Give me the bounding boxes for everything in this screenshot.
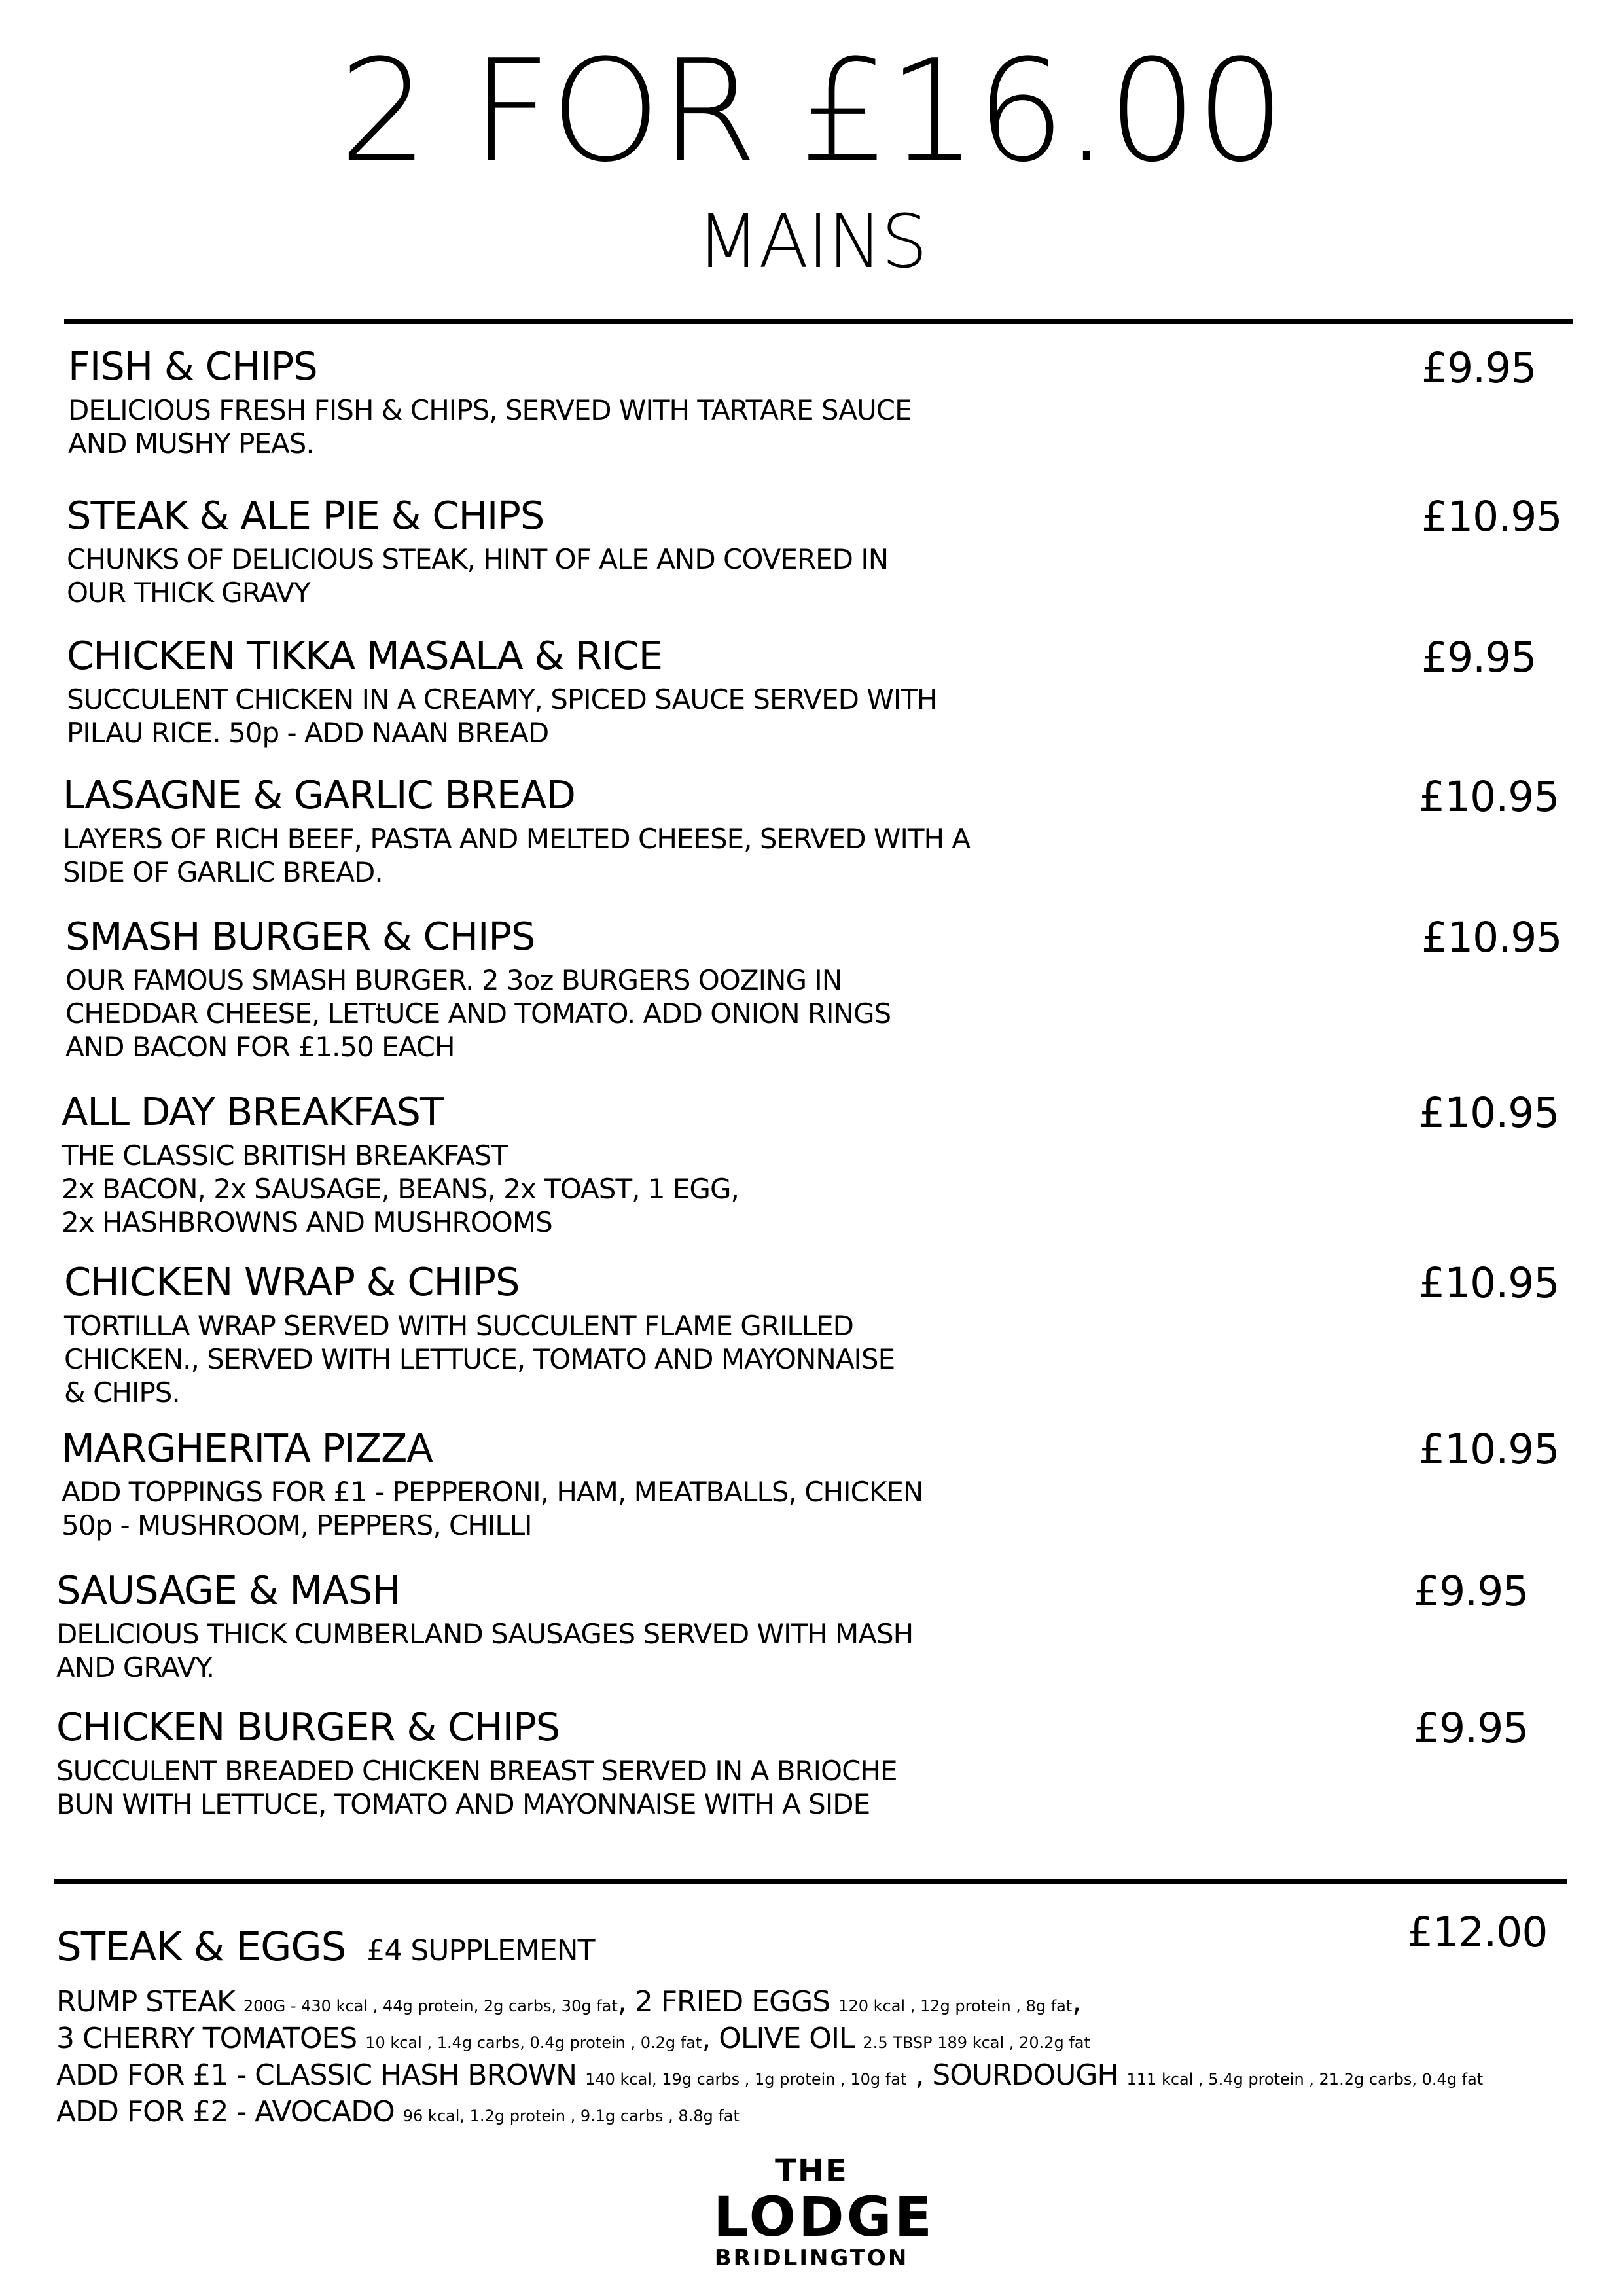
item-title: LASAGNE & GARLIC BREAD	[63, 772, 575, 817]
menu-item-all-day-breakfast	[62, 1089, 739, 1239]
item-title: SAUSAGE & MASH	[56, 1568, 401, 1613]
item-description-line: ADD TOPPINGS FOR £1 - PEPPERONI, HAM, MEATBALLS, CHICKEN	[62, 1476, 923, 1508]
menu-item-chicken-tikka	[67, 633, 936, 749]
page-title: 2 FOR £16.00	[338, 29, 1285, 193]
item-description-line: OUR FAMOUS SMASH BURGER. 2 3oz BURGERS OOZING IN	[65, 964, 842, 996]
item-description-line: LAYERS OF RICH BEEF, PASTA AND MELTED CHEESE, SERVED WITH A	[63, 823, 971, 855]
detail-text: RUMP STEAK	[56, 1985, 243, 2018]
item-description-line: AND BACON FOR £1.50 EACH	[65, 1031, 455, 1063]
item-description	[65, 963, 891, 1064]
item-title: MARGHERITA PIZZA	[62, 1426, 433, 1471]
steak-eggs-detail-line	[56, 1986, 1575, 2022]
item-description-line: 2x BACON, 2x SAUSAGE, BEANS, 2x TOAST, 1 EGG,	[62, 1173, 739, 1205]
item-description-line: AND MUSHY PEAS.	[68, 427, 314, 459]
item-description	[64, 1309, 895, 1409]
item-price: £10.95	[1419, 1259, 1560, 1307]
nutrition-info: 120 kcal , 12g protein , 8g fat	[838, 1997, 1073, 2015]
item-description-line: PILAU RICE. 50p - ADD NAAN BREAD	[67, 717, 549, 749]
item-description-line: AND GRAVY.	[56, 1651, 215, 1683]
detail-text: ADD FOR £2 - AVOCADO	[56, 2095, 403, 2128]
item-description-line: BUN WITH LETTUCE, TOMATO AND MAYONNAISE WITH A SIDE	[56, 1788, 870, 1820]
item-description-line: THE CLASSIC BRITISH BREAKFAST	[62, 1139, 508, 1172]
item-description-line: CHUNKS OF DELICIOUS STEAK, HINT OF ALE AND COVERED IN	[67, 543, 889, 575]
nutrition-info: 2.5 TBSP 189 kcal , 20.2g fat	[863, 2034, 1090, 2052]
menu-item-chicken-wrap	[64, 1259, 895, 1409]
item-price: £9.95	[1414, 1704, 1529, 1752]
item-title: CHICKEN TIKKA MASALA & RICE	[67, 633, 663, 678]
item-description	[67, 543, 888, 609]
steak-eggs-title-row	[56, 1924, 1575, 1974]
item-description	[56, 1754, 897, 1821]
item-price: £10.95	[1421, 493, 1562, 541]
steak-eggs-detail-line	[56, 2096, 1575, 2132]
menu-item-margherita-pizza	[62, 1426, 923, 1542]
top-divider	[64, 319, 1573, 324]
item-description-line: SUCCULENT CHICKEN IN A CREAMY, SPICED SAUCE SERVED WITH	[67, 683, 937, 715]
item-description	[63, 822, 970, 889]
item-description	[62, 1139, 739, 1239]
item-description	[62, 1475, 923, 1542]
menu-item-fish-chips	[68, 344, 912, 460]
steak-eggs-price: £12.00	[1407, 1909, 1548, 1956]
logo-line: THE	[775, 2153, 848, 2189]
item-description-line: SIDE OF GARLIC BREAD.	[63, 856, 383, 888]
nutrition-info: 96 kcal, 1.2g protein , 9.1g carbs , 8.8g fat	[402, 2107, 740, 2125]
detail-text: ,	[1072, 1985, 1081, 2018]
steak-eggs-detail-line	[56, 2022, 1575, 2059]
item-description-line: 2x HASHBROWNS AND MUSHROOMS	[62, 1206, 552, 1238]
detail-text: 3 CHERRY TOMATOES	[56, 2022, 366, 2055]
nutrition-info: 140 kcal, 19g carbs , 1g protein , 10g fat	[585, 2070, 907, 2089]
detail-text: , 2 FRIED EGGS	[617, 1985, 839, 2018]
item-title: ALL DAY BREAKFAST	[62, 1089, 443, 1134]
menu-item-lasagne	[63, 772, 970, 889]
item-description-line: 50p - MUSHROOM, PEPPERS, CHILLI	[62, 1509, 532, 1541]
the-lodge-logo	[713, 2153, 935, 2284]
page-subtitle: MAINS	[696, 200, 927, 285]
item-description-line: SUCCULENT BREADED CHICKEN BREAST SERVED IN A BRIOCHE	[56, 1755, 897, 1787]
item-description	[56, 1617, 913, 1684]
nutrition-info: 200G - 430 kcal , 44g protein, 2g carbs, 30g fat	[243, 1997, 618, 2015]
item-price: £10.95	[1419, 1089, 1560, 1137]
logo-line: LODGE	[713, 2185, 935, 2249]
item-description-line: DELICIOUS FRESH FISH & CHIPS, SERVED WITH TARTARE SAUCE	[68, 394, 912, 426]
item-description-line: & CHIPS.	[64, 1376, 180, 1408]
item-price: £10.95	[1419, 773, 1560, 821]
detail-text: , OLIVE OIL	[702, 2022, 863, 2055]
item-price: £10.95	[1419, 1426, 1560, 1473]
item-price: £9.95	[1421, 344, 1537, 392]
detail-text: ADD FOR £1 - CLASSIC HASH BROWN	[56, 2058, 586, 2092]
item-description-line: CHICKEN., SERVED WITH LETTUCE, TOMATO AND MAYONNAISE	[64, 1343, 895, 1375]
item-title: FISH & CHIPS	[68, 344, 317, 389]
item-title: CHICKEN WRAP & CHIPS	[64, 1259, 520, 1304]
item-title: CHICKEN BURGER & CHIPS	[56, 1704, 560, 1749]
menu-item-chicken-burger	[56, 1704, 897, 1821]
bottom-divider	[54, 1879, 1567, 1884]
steak-eggs-details	[56, 1986, 1575, 2132]
item-price: £10.95	[1421, 914, 1562, 961]
menu-item-steak-ale-pie	[67, 493, 888, 609]
detail-text: , SOURDOUGH	[906, 2058, 1127, 2092]
item-description-line: TORTILLA WRAP SERVED WITH SUCCULENT FLAME GRILLED	[64, 1310, 854, 1342]
item-description	[67, 683, 936, 749]
item-title: SMASH BURGER & CHIPS	[65, 914, 535, 959]
item-price: £9.95	[1421, 634, 1537, 681]
item-price: £9.95	[1414, 1568, 1529, 1615]
item-description-line: CHEDDAR CHEESE, LETtUCE AND TOMATO. ADD ONION RINGS	[65, 997, 891, 1030]
menu-item-smash-burger	[65, 914, 891, 1064]
item-title: STEAK & ALE PIE & CHIPS	[67, 493, 544, 538]
steak-eggs-section	[56, 1924, 1575, 2132]
supplement-note: £4 SUPPLEMENT	[366, 1934, 595, 1967]
item-description	[68, 393, 912, 460]
logo-line: BRIDLINGTON	[714, 2245, 909, 2271]
nutrition-info: 10 kcal , 1.4g carbs, 0.4g protein , 0.2g fat	[365, 2034, 702, 2052]
item-description-line: DELICIOUS THICK CUMBERLAND SAUSAGES SERVED WITH MASH	[56, 1618, 914, 1650]
steak-eggs-detail-line	[56, 2059, 1575, 2096]
menu-item-sausage-mash	[56, 1568, 913, 1684]
nutrition-info: 111 kcal , 5.4g protein , 21.2g carbs, 0.4g fat	[1126, 2070, 1484, 2089]
item-description-line: OUR THICK GRAVY	[67, 577, 310, 609]
steak-eggs-title: STEAK & EGGS	[56, 1924, 346, 1970]
